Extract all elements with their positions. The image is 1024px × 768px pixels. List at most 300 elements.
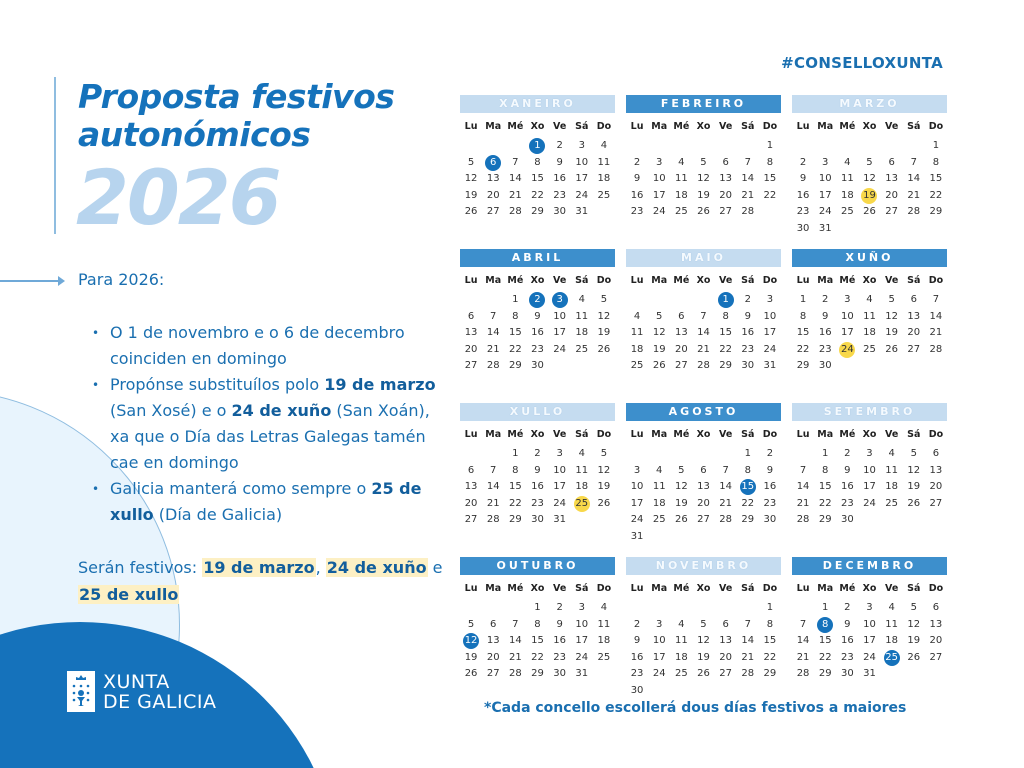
day-cell: 28 — [508, 668, 522, 679]
day-cell: 11 — [863, 310, 876, 322]
day-cell: 3 — [866, 602, 873, 613]
weekday-label: Do — [762, 275, 778, 286]
day-cell: 9 — [534, 464, 541, 476]
day-cell: 7 — [932, 294, 940, 305]
weekday-label: Ma — [485, 583, 502, 594]
day-cell: 26 — [597, 343, 611, 355]
day-cell: 22 — [818, 497, 832, 509]
weekday-label: Ve — [552, 429, 567, 440]
day-cell: 10 — [840, 310, 854, 322]
day-cell: 21 — [741, 189, 755, 201]
day-cell: 27 — [929, 497, 943, 509]
day-cell: 28 — [796, 668, 810, 679]
day-cell: 26 — [907, 651, 921, 663]
month-calendar-maio — [626, 249, 781, 403]
weekday-label: Ma — [651, 121, 668, 132]
day-cell: 27 — [719, 206, 732, 217]
weekday-label: Sá — [741, 429, 755, 440]
day-cell: 15 — [508, 481, 522, 492]
day-cell: 11 — [674, 635, 688, 646]
day-cell: 18 — [630, 343, 644, 355]
days-grid — [792, 292, 947, 375]
empty-day-cell — [460, 446, 482, 463]
day-cell: 14 — [796, 635, 810, 646]
day-cell: 6 — [678, 310, 685, 322]
day-cell: 7 — [799, 618, 807, 630]
day-cell: 5 — [467, 156, 475, 168]
day-cell: 24 — [553, 343, 566, 355]
day-cell: 22 — [796, 343, 810, 355]
day-cell: 9 — [844, 618, 851, 630]
day-cell: 10 — [652, 173, 666, 184]
autonomic-holiday-day: 24 — [836, 342, 858, 359]
summary-label: Serán festivos: — [78, 558, 203, 577]
day-cell: 28 — [486, 514, 500, 525]
bullet-list — [92, 320, 447, 528]
day-cell: 5 — [700, 156, 707, 168]
empty-day-cell — [482, 446, 504, 463]
weekday-label: Ma — [651, 275, 668, 286]
day-cell: 15 — [763, 635, 777, 646]
day-cell: 14 — [697, 327, 710, 338]
hashtag: #CONSELLOXUNTA — [781, 54, 943, 72]
day-cell: 25 — [597, 651, 611, 663]
weekday-label: Ve — [884, 583, 899, 594]
empty-day-cell — [460, 138, 482, 155]
day-cell: 26 — [885, 343, 898, 355]
day-cell: 26 — [907, 497, 921, 509]
weekday-label: Xo — [530, 583, 545, 594]
weekday-label: Xo — [862, 121, 877, 132]
day-cell: 4 — [600, 602, 608, 613]
day-cell: 2 — [799, 156, 807, 168]
day-cell: 17 — [863, 635, 876, 646]
day-cell: 16 — [553, 635, 566, 646]
arrow-icon — [58, 276, 65, 286]
day-cell: 13 — [486, 173, 500, 184]
day-cell: 31 — [575, 668, 589, 679]
day-cell: 13 — [486, 635, 500, 646]
day-cell: 27 — [464, 514, 478, 525]
day-cell: 11 — [840, 173, 854, 184]
days-grid — [626, 446, 781, 545]
day-cell: 12 — [597, 310, 611, 322]
month-calendar-outubro — [460, 557, 615, 717]
day-cell: 16 — [796, 189, 810, 201]
day-cell: 10 — [553, 464, 566, 476]
day-cell: 21 — [486, 343, 500, 355]
day-cell: 25 — [575, 343, 589, 355]
day-cell: 4 — [633, 310, 641, 322]
month-header: OUTUBRO — [460, 557, 615, 575]
day-cell: 14 — [796, 481, 810, 492]
empty-day-cell — [692, 446, 714, 463]
day-cell: 7 — [700, 310, 707, 322]
day-cell: 8 — [766, 618, 774, 630]
empty-day-cell — [858, 138, 880, 155]
day-cell: 22 — [719, 343, 732, 355]
weekday-label: Do — [762, 121, 778, 132]
day-cell: 18 — [575, 481, 589, 492]
day-cell: 30 — [531, 514, 544, 525]
weekday-label: Sá — [907, 583, 921, 594]
national-holiday-day: 6 — [482, 155, 504, 172]
weekday-label: Mé — [507, 429, 524, 440]
weekday-label: Sá — [575, 121, 589, 132]
day-cell: 21 — [719, 497, 732, 509]
weekday-header-row — [626, 275, 781, 286]
day-cell: 30 — [553, 206, 566, 217]
day-cell: 13 — [719, 173, 732, 184]
weekday-label: Ma — [485, 121, 502, 132]
day-cell: 16 — [630, 189, 644, 201]
day-cell: 14 — [508, 635, 522, 646]
day-cell: 14 — [907, 173, 921, 184]
day-cell: 3 — [866, 448, 873, 459]
day-cell: 23 — [763, 497, 777, 509]
day-cell: 1 — [932, 140, 940, 151]
day-cell: 19 — [597, 481, 611, 492]
day-cell: 18 — [674, 189, 688, 201]
day-cell: 12 — [597, 464, 611, 476]
weekday-label: Ve — [884, 429, 899, 440]
day-cell: 2 — [633, 618, 641, 630]
day-cell: 28 — [486, 360, 500, 371]
weekday-label: Mé — [839, 275, 856, 286]
day-cell: 1 — [822, 602, 829, 613]
day-cell: 20 — [719, 189, 732, 201]
day-cell: 30 — [818, 360, 832, 371]
day-cell: 21 — [697, 343, 710, 355]
national-holiday-day: 1 — [715, 292, 737, 309]
day-cell: 21 — [796, 497, 810, 509]
day-cell: 18 — [652, 497, 666, 509]
bullet-emphasis: 24 de xuño — [231, 401, 332, 420]
day-cell: 30 — [531, 360, 544, 371]
day-cell: 8 — [512, 310, 519, 322]
bullet-item — [92, 372, 447, 476]
day-cell: 10 — [553, 310, 566, 322]
day-cell: 6 — [700, 464, 707, 476]
day-cell: 9 — [822, 310, 829, 322]
day-cell: 7 — [512, 618, 519, 630]
weekday-label: Ma — [817, 275, 834, 286]
empty-day-cell — [482, 600, 504, 617]
month-header: FEBREIRO — [626, 95, 781, 113]
national-holiday-day: 2 — [526, 292, 548, 309]
day-cell: 20 — [929, 635, 943, 646]
day-cell: 23 — [531, 343, 544, 355]
day-cell: 19 — [907, 481, 921, 492]
day-cell: 23 — [818, 343, 832, 355]
day-cell: 2 — [766, 448, 774, 459]
empty-day-cell — [903, 138, 925, 155]
month-calendar-agosto — [626, 403, 781, 557]
day-cell: 13 — [885, 173, 898, 184]
day-cell: 20 — [907, 327, 921, 338]
empty-day-cell — [715, 446, 737, 463]
day-cell: 18 — [885, 481, 898, 492]
day-cell: 25 — [863, 343, 876, 355]
weekday-label: Sá — [907, 275, 921, 286]
weekday-label: Mé — [673, 583, 690, 594]
day-cell: 9 — [633, 173, 641, 184]
logo-line-1: XUNTA — [103, 670, 170, 693]
weekday-label: Ma — [485, 429, 502, 440]
national-holiday-day: 8 — [814, 617, 836, 634]
weekday-label: Ma — [817, 429, 834, 440]
day-cell: 16 — [553, 173, 566, 184]
day-cell: 12 — [674, 481, 688, 492]
day-cell: 15 — [818, 481, 832, 492]
day-cell: 25 — [674, 668, 688, 679]
weekday-label: Sá — [907, 429, 921, 440]
weekday-label: Sá — [741, 275, 755, 286]
footnote: *Cada concello escollerá dous días festivos a maiores — [484, 700, 907, 716]
day-cell: 24 — [553, 497, 566, 509]
day-cell: 15 — [508, 327, 522, 338]
day-cell: 21 — [929, 327, 943, 338]
day-cell: 19 — [885, 327, 898, 338]
days-grid — [460, 292, 615, 375]
day-cell: 21 — [741, 651, 755, 663]
day-cell: 27 — [907, 343, 921, 355]
day-cell: 17 — [840, 327, 854, 338]
bullet-text: Galicia manterá como sempre o — [110, 479, 372, 498]
day-cell: 13 — [674, 327, 688, 338]
day-cell: 31 — [575, 206, 589, 217]
day-cell: 4 — [678, 156, 685, 168]
weekday-header-row — [792, 429, 947, 440]
weekday-label: Lu — [796, 583, 810, 594]
empty-day-cell — [670, 292, 692, 309]
month-calendar-decembro — [792, 557, 947, 717]
day-cell: 9 — [534, 310, 541, 322]
weekday-label: Mé — [507, 121, 524, 132]
weekday-label: Mé — [673, 275, 690, 286]
month-header: XUÑO — [792, 249, 947, 267]
day-cell: 24 — [863, 651, 876, 663]
day-cell: 3 — [656, 156, 663, 168]
day-cell: 4 — [888, 448, 895, 459]
bullet-emphasis: 19 de marzo — [324, 375, 436, 394]
day-cell: 17 — [630, 497, 644, 509]
month-calendar-setembro — [792, 403, 947, 557]
day-cell: 14 — [741, 173, 755, 184]
day-cell: 6 — [467, 464, 475, 476]
day-cell: 12 — [464, 173, 478, 184]
title-year: 2026 — [76, 153, 280, 242]
day-cell: 31 — [763, 360, 777, 371]
day-cell: 26 — [652, 360, 666, 371]
weekday-label: Lu — [464, 121, 478, 132]
month-calendar-xaneiro — [460, 95, 615, 249]
day-cell: 23 — [630, 668, 644, 679]
day-cell: 4 — [578, 448, 585, 459]
day-cell: 3 — [844, 294, 851, 305]
day-cell: 19 — [464, 651, 478, 663]
day-cell: 2 — [633, 156, 641, 168]
day-cell: 19 — [697, 189, 710, 201]
bullet-text: (Día de Galicia) — [153, 505, 283, 524]
day-cell: 7 — [799, 464, 807, 476]
day-cell: 23 — [531, 497, 544, 509]
empty-day-cell — [814, 138, 836, 155]
day-cell: 6 — [722, 618, 729, 630]
month-calendar-xullo — [460, 403, 615, 557]
empty-day-cell — [692, 138, 714, 155]
day-cell: 7 — [744, 156, 751, 168]
day-cell: 11 — [597, 618, 611, 630]
bullet-text: O 1 de novembro e o 6 de decembro coinciden en domingo — [110, 323, 405, 368]
day-cell: 22 — [929, 189, 943, 201]
days-grid — [626, 138, 781, 221]
weekday-header-row — [626, 583, 781, 594]
day-cell: 10 — [630, 481, 644, 492]
day-cell: 11 — [630, 327, 644, 338]
weekday-label: Lu — [464, 583, 478, 594]
weekday-label: Do — [928, 275, 944, 286]
day-cell: 4 — [678, 618, 685, 630]
day-cell: 16 — [741, 327, 755, 338]
weekday-header-row — [626, 429, 781, 440]
day-cell: 21 — [486, 497, 500, 509]
day-cell: 31 — [630, 530, 644, 542]
day-cell: 20 — [464, 497, 478, 509]
weekday-label: Sá — [575, 275, 589, 286]
day-cell: 13 — [719, 635, 732, 646]
autonomic-holiday-day: 19 — [858, 188, 880, 205]
day-cell: 28 — [929, 343, 943, 355]
day-cell: 16 — [531, 481, 544, 492]
empty-day-cell — [670, 138, 692, 155]
day-cell: 21 — [907, 189, 921, 201]
weekday-label: Lu — [630, 583, 644, 594]
weekday-header-row — [792, 583, 947, 594]
day-cell: 20 — [674, 343, 688, 355]
day-cell: 24 — [818, 206, 832, 217]
day-cell: 17 — [553, 481, 566, 492]
day-cell: 5 — [910, 602, 917, 613]
day-cell: 16 — [630, 651, 644, 663]
day-cell: 30 — [553, 668, 566, 679]
day-cell: 28 — [719, 514, 732, 525]
day-cell: 20 — [719, 651, 732, 663]
day-cell: 24 — [763, 343, 777, 355]
day-cell: 20 — [697, 497, 710, 509]
day-cell: 29 — [796, 360, 810, 371]
day-cell: 31 — [863, 668, 876, 679]
day-cell: 27 — [464, 360, 478, 371]
weekday-label: Xo — [696, 121, 711, 132]
day-cell: 10 — [863, 618, 876, 630]
month-calendar-abril — [460, 249, 615, 403]
day-cell: 25 — [885, 497, 898, 509]
day-cell: 11 — [885, 618, 898, 630]
day-cell: 8 — [766, 156, 774, 168]
day-cell: 4 — [866, 294, 873, 305]
day-cell: 21 — [508, 651, 522, 663]
day-cell: 10 — [863, 464, 876, 476]
month-calendar-febreiro — [626, 95, 781, 249]
month-header: DECEMBRO — [792, 557, 947, 575]
empty-day-cell — [648, 600, 670, 617]
title-accent-line — [54, 77, 56, 234]
weekday-label: Do — [596, 583, 612, 594]
day-cell: 3 — [633, 464, 641, 476]
day-cell: 22 — [763, 651, 777, 663]
day-cell: 3 — [822, 156, 829, 168]
day-cell: 29 — [818, 514, 832, 525]
day-cell: 3 — [766, 294, 774, 305]
empty-day-cell — [792, 138, 814, 155]
day-cell: 8 — [534, 156, 541, 168]
day-cell: 14 — [508, 173, 522, 184]
weekday-label: Lu — [464, 429, 478, 440]
day-cell: 26 — [464, 206, 478, 217]
weekday-header-row — [460, 429, 615, 440]
weekday-label: Mé — [839, 429, 856, 440]
day-cell: 23 — [741, 343, 755, 355]
month-calendar-xuño — [792, 249, 947, 403]
weekday-label: Lu — [464, 275, 478, 286]
day-cell: 21 — [508, 189, 522, 201]
day-cell: 23 — [553, 189, 566, 201]
day-cell: 30 — [796, 222, 810, 234]
day-cell: 12 — [863, 173, 876, 184]
day-cell: 30 — [630, 684, 644, 696]
day-cell: 27 — [674, 360, 688, 371]
day-cell: 5 — [866, 156, 873, 168]
day-cell: 28 — [907, 206, 921, 217]
weekday-label: Do — [928, 583, 944, 594]
day-cell: 9 — [766, 464, 774, 476]
day-cell: 16 — [531, 327, 544, 338]
day-cell: 13 — [464, 481, 478, 492]
weekday-label: Mé — [507, 583, 524, 594]
summary-separator: , — [315, 558, 326, 577]
weekday-label: Xo — [530, 429, 545, 440]
weekday-label: Xo — [696, 275, 711, 286]
day-cell: 17 — [763, 327, 777, 338]
day-cell: 6 — [467, 310, 475, 322]
day-cell: 19 — [464, 189, 478, 201]
day-cell: 4 — [578, 294, 585, 305]
weekday-label: Xo — [696, 583, 711, 594]
national-holiday-day: 15 — [737, 479, 759, 496]
weekday-label: Ma — [651, 583, 668, 594]
weekday-label: Do — [928, 121, 944, 132]
day-cell: 1 — [799, 294, 807, 305]
day-cell: 27 — [697, 514, 710, 525]
day-cell: 9 — [799, 173, 807, 184]
day-cell: 26 — [464, 668, 478, 679]
day-cell: 5 — [700, 618, 707, 630]
day-cell: 1 — [744, 448, 751, 459]
day-cell: 1 — [534, 602, 541, 613]
days-grid — [626, 600, 781, 699]
day-cell: 17 — [575, 173, 589, 184]
national-holiday-day: 12 — [460, 633, 482, 650]
day-cell: 23 — [796, 206, 810, 217]
day-cell: 25 — [674, 206, 688, 217]
day-cell: 28 — [508, 206, 522, 217]
month-header: ABRIL — [460, 249, 615, 267]
day-cell: 7 — [722, 464, 729, 476]
day-cell: 29 — [508, 514, 522, 525]
empty-day-cell — [626, 292, 648, 309]
day-cell: 14 — [486, 481, 500, 492]
